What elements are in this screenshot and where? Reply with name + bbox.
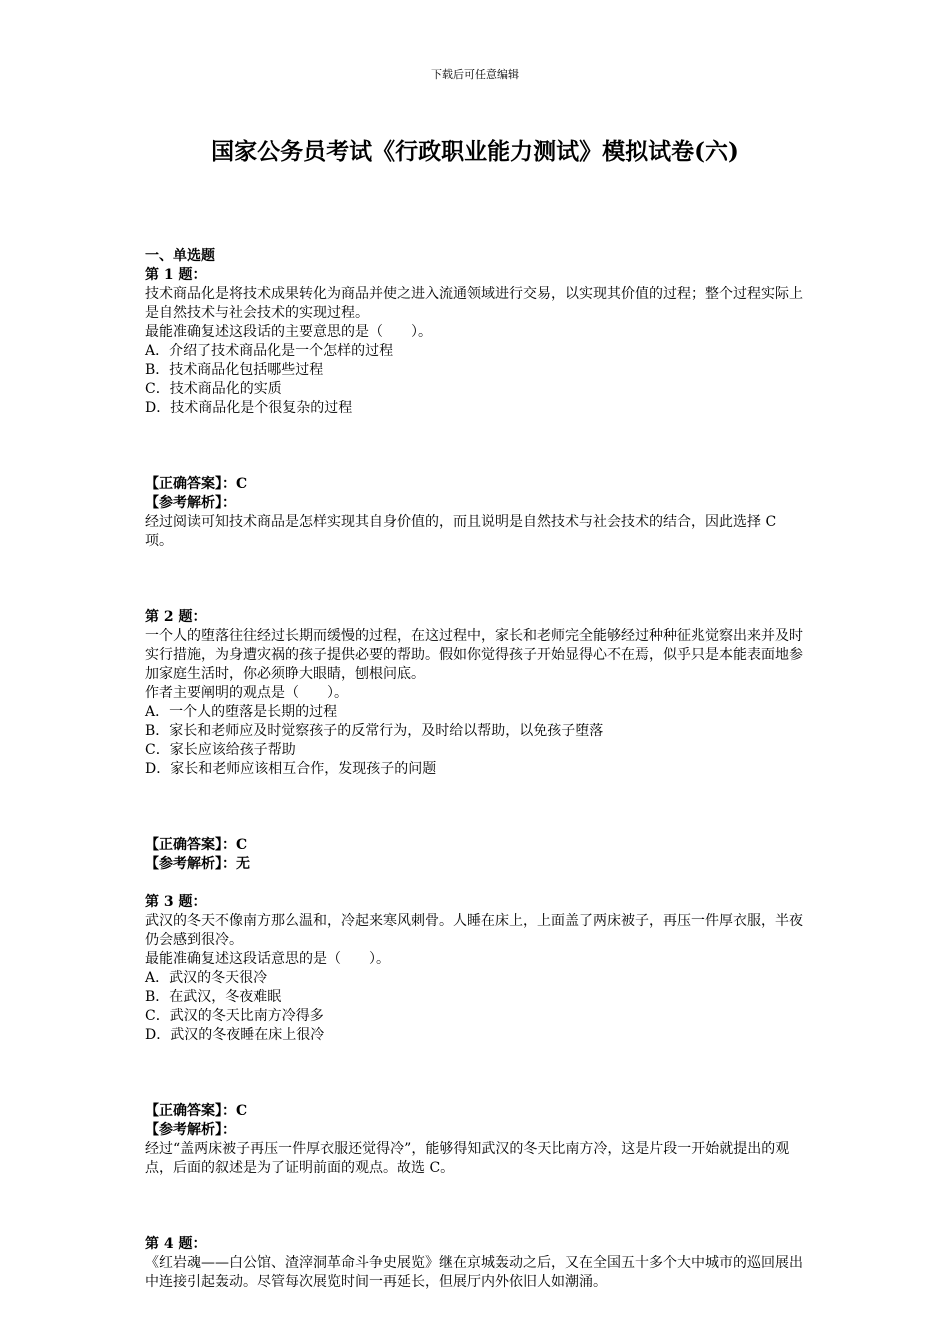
question-stem: 技术商品化是将技术成果转化为商品并使之进入流通领域进行交易，以实现其价值的过程；整个过程实际上是自然技术与社会技术的实现过程。 [145,286,803,321]
question-4 [145,1235,805,1292]
question-3 [145,893,805,1178]
question-stem: 武汉的冬天不像南方那么温和，冷起来寒风刺骨。人睡在床上，上面盖了两床被子，再压一件厚衣服，半夜仍会感到很冷。 [145,913,803,948]
answer-value: C [236,1103,248,1119]
header-note: 下载后可任意编辑 [431,68,519,81]
answer-value: C [236,476,248,492]
analysis-label: 【参考解析】： [145,495,236,511]
analysis-label: 【参考解析】： [145,1122,236,1138]
answer-label: 【正确答案】： [145,476,236,492]
option-c: C．技术商品化的实质 [145,381,282,397]
option-b: B．技术商品化包括哪些过程 [145,362,324,378]
option-a: A．介绍了技术商品化是一个怎样的过程 [145,343,394,359]
analysis-text: 无 [236,856,250,872]
answer-value: C [236,837,248,853]
question-label: 第 4 题： [145,1236,207,1252]
answer-line [145,836,805,855]
analysis-label: 【参考解析】： [145,856,236,872]
answer-line [145,475,805,494]
analysis-text: 经过“盖两床被子再压一件厚衣服还觉得冷”，能够得知武汉的冬天比南方冷，这是片段一开始就提出的观点，后面的叙述是为了证明前面的观点。故选 C。 [145,1141,790,1176]
document-body [145,247,805,1292]
analysis-text: 经过阅读可知技术商品是怎样实现其自身价值的，而且说明是自然技术与社会技术的结合，因此选择 C 项。 [145,514,777,549]
question-prompt: 最能准确复述这段话的主要意思的是（ ）。 [145,324,432,340]
question-stem: 《红岩魂——白公馆、渣滓洞革命斗争史展览》继在京城轰动之后，又在全国五十多个大中城市的巡回展出中连接引起轰动。尽管每次展览时间一再延长，但展厅内外依旧人如潮涌。 [145,1255,803,1290]
option-b: B．在武汉，冬夜难眠 [145,989,282,1005]
question-2 [145,608,805,874]
question-prompt: 最能准确复述这段话意思的是（ ）。 [145,951,390,967]
page-title: 国家公务员考试《行政职业能力测试》模拟试卷(六) [211,138,739,165]
option-b: B．家长和老师应及时觉察孩子的反常行为，及时给以帮助，以免孩子堕落 [145,723,604,739]
option-c: C．家长应该给孩子帮助 [145,742,296,758]
option-a: A．武汉的冬天很冷 [145,970,268,986]
answer-label: 【正确答案】： [145,1103,236,1119]
option-d: D．武汉的冬夜睡在床上很冷 [145,1027,325,1043]
question-label: 第 2 题： [145,609,207,625]
question-label: 第 3 题： [145,894,207,910]
answer-label: 【正确答案】： [145,837,236,853]
question-1 [145,266,805,551]
option-d: D．家长和老师应该相互合作，发现孩子的问题 [145,761,437,777]
question-stem: 一个人的堕落往往经过长期而缓慢的过程，在这过程中，家长和老师完全能够经过种种征兆觉察出来并及时实行措施，为身遭灾祸的孩子提供必要的帮助。假如你觉得孩子开始显得心不在焉，似乎只是本能表面地参加家庭生活时，你必须睁大眼睛，刨根问底。 [145,628,803,682]
question-prompt: 作者主要阐明的观点是（ ）。 [145,685,348,701]
question-label: 第 1 题： [145,267,207,283]
option-c: C．武汉的冬天比南方冷得多 [145,1008,324,1024]
section-title: 一、单选题 [145,248,215,264]
answer-line [145,1102,805,1121]
analysis-line [145,855,805,874]
option-d: D．技术商品化是个很复杂的过程 [145,400,353,416]
option-a: A．一个人的堕落是长期的过程 [145,704,338,720]
